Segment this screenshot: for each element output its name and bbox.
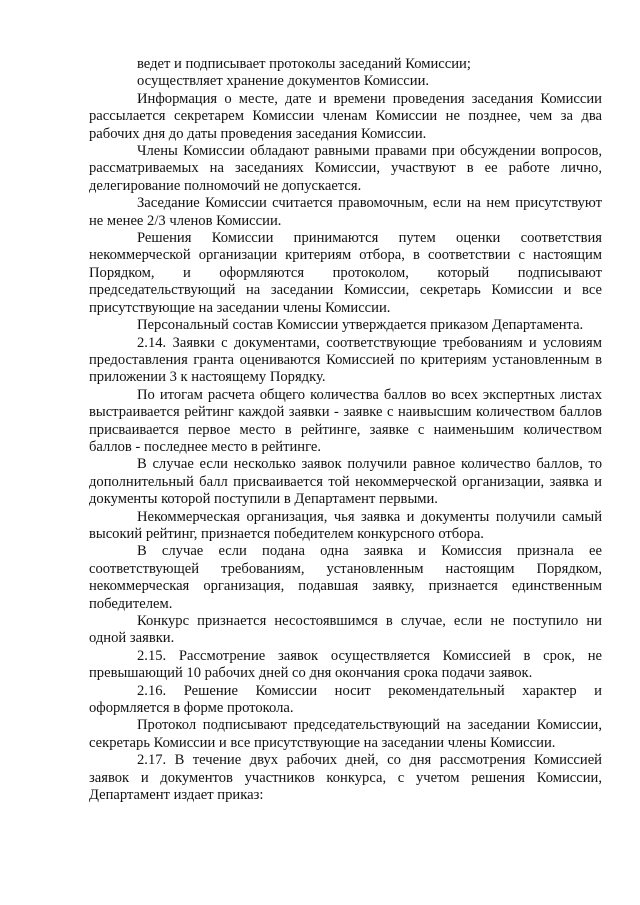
paragraph-11: Некоммерческая организация, чья заявка и документы получили самый высокий рейтинг, признается победителем конкурсного отбора. xyxy=(89,508,602,542)
paragraph-5: Заседание Комиссии считается правомочным, если на нем присутствуют не менее 2/3 членов Комиссии. xyxy=(89,195,602,229)
paragraph-12: В случае если подана одна заявка и Комиссия признала ее соответствующей требованиям, установленным настоящим Порядком, некоммерческая организация, подавшая заявку, признается единственным победителем. xyxy=(89,543,602,612)
document-page xyxy=(89,56,602,804)
paragraph-4: Члены Комиссии обладают равными правами при обсуждении вопросов, рассматриваемых на заседаниях Комиссии, участвуют в ее работе лично, делегирование полномочий не допускается. xyxy=(89,143,602,194)
paragraph-10: В случае если несколько заявок получили равное количество баллов, то дополнительный балл присваивается той некоммерческой организации, заявка и документы которой поступили в Департамент первыми. xyxy=(89,456,602,508)
paragraph-3: Информация о месте, дате и времени проведения заседания Комиссии рассылается секретарем Комиссии членам Комиссии не позднее, чем за два рабочих дня до даты проведения заседания Комиссии. xyxy=(89,90,602,142)
paragraph-16: Протокол подписывают председательствующий на заседании Комиссии, секретарь Комиссии и все присутствующие на заседании члены Комиссии. xyxy=(89,717,602,751)
paragraph-9: По итогам расчета общего количества баллов во всех экспертных листах выстраивается рейтинг каждой заявки - заявке с наивысшим количеством баллов присваивается первое место в рейтинге, заявке с наименьшим количеством баллов - последнее место в рейтинге. xyxy=(89,386,602,455)
paragraph-2: осуществляет хранение документов Комиссии. xyxy=(137,73,430,90)
paragraph-13: Конкурс признается несостоявшимся в случае, если не поступило ни одной заявки. xyxy=(89,613,602,647)
paragraph-14: 2.15. Рассмотрение заявок осуществляется Комиссией в срок, не превышающий 10 рабочих дней со дня окончания срока подачи заявок. xyxy=(89,647,602,682)
paragraph-17: 2.17. В течение двух рабочих дней, со дня рассмотрения Комиссией заявок и документов участников конкурса, с учетом решения Комиссии, Департамент издает приказ: xyxy=(89,752,602,804)
paragraph-1: ведет и подписывает протоколы заседаний Комиссии; xyxy=(137,56,471,72)
paragraph-8: 2.14. Заявки с документами, соответствующие требованиям и условиям предоставления гранта оцениваются Комиссией по критериям установленным в приложении 3 к настоящему Порядку. xyxy=(89,334,602,386)
paragraph-7: Персональный состав Комиссии утверждается приказом Департамента. xyxy=(137,317,584,334)
paragraph-6: Решения Комиссии принимаются путем оценки соответствия некоммерческой организации критериям отбора, в соответствии с настоящим Порядком, и оформляются протоколом, который подписывают председательствующий на заседании Комиссии, секретарь Комиссии и все присутствующие на заседании члены Комиссии. xyxy=(89,230,602,316)
paragraph-15: 2.16. Решение Комиссии носит рекомендательный характер и оформляется в форме протокола. xyxy=(89,682,602,717)
